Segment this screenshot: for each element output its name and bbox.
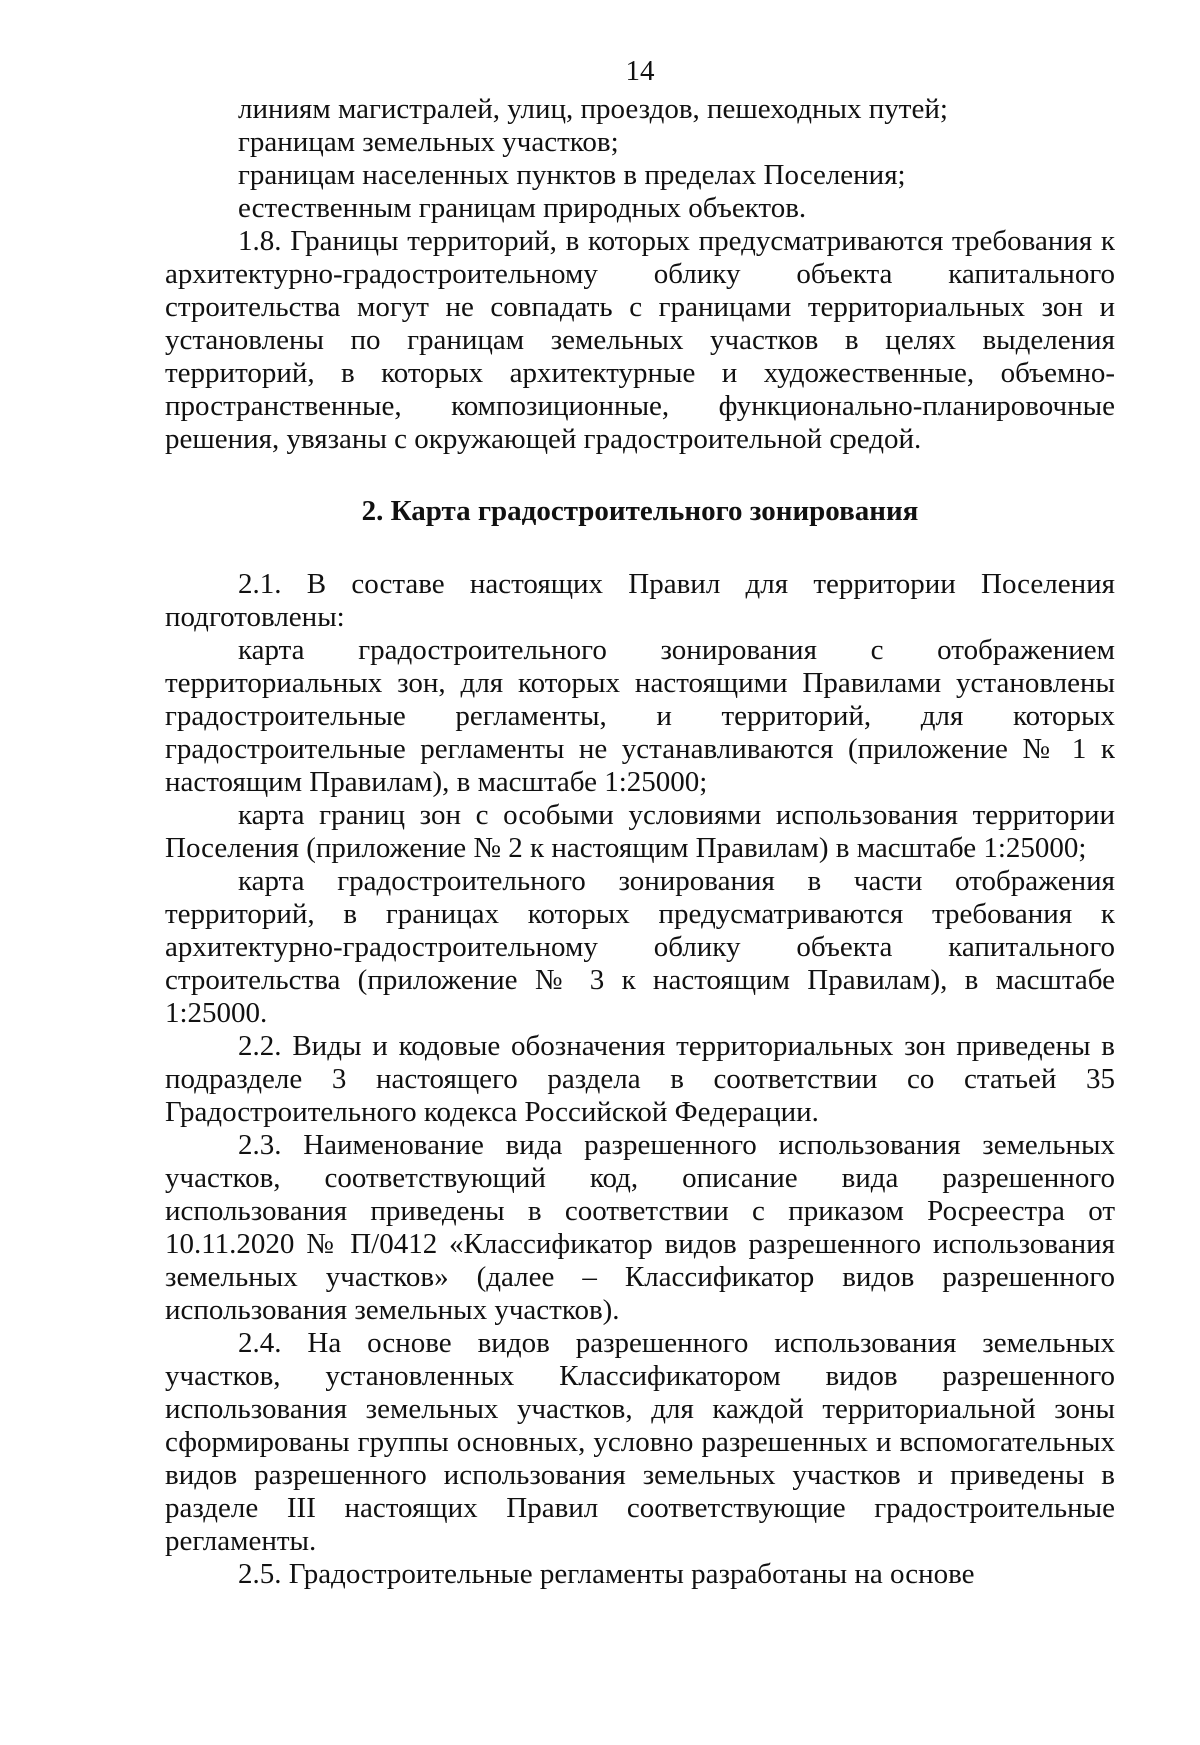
paragraph-2-3: 2.3. Наименование вида разрешенного использования земельных участков, соответствующий код, описание вида разрешенного использования приведены в соответствии с приказом Росреестра от 10.11.2020 № П/0412 «Классификатор видов разрешенного использования земельных участков» (далее – Классификатор видов разрешенного использования земельных участков). bbox=[165, 1129, 1115, 1326]
list-item-natural-boundaries: естественным границам природных объектов. bbox=[238, 192, 807, 224]
section-heading: 2. Карта градостроительного зонирования bbox=[361, 495, 919, 527]
paragraph-map-special-zones: карта границ зон с особыми условиями использования территории Поселения (приложение № 2 к настоящим Правилам) в масштабе 1:25000; bbox=[165, 799, 1115, 864]
list-item-land-plots: границам земельных участков; bbox=[238, 126, 619, 158]
paragraph-2-2: 2.2. Виды и кодовые обозначения территориальных зон приведены в подразделе 3 настоящего раздела в соответствии со статьей 35 Градостроительного кодекса Российской Федерации. bbox=[165, 1030, 1115, 1128]
paragraph-map-zoning: карта градостроительного зонирования с отображением территориальных зон, для которых настоящими Правилами установлены градостроительные регламенты, и территорий, для которых градостроительные регламенты не устанавливаются (приложение № 1 к настоящим Правилам), в масштабе 1:25000; bbox=[165, 634, 1115, 798]
paragraph-1-8: 1.8. Границы территорий, в которых предусматриваются требования к архитектурно-градостроительному облику объекта капитального строительства могут не совпадать с границами территориальных зон и установлены по границам земельных участков в целях выделения территорий, в которых архитектурные и художественные, объемно-пространственные, композиционные, функционально-планировочные решения, увязаны с окружающей градостроительной средой. bbox=[165, 225, 1115, 455]
paragraph-2-5: 2.5. Градостроительные регламенты разработаны на основе bbox=[238, 1558, 975, 1590]
list-item-highways: линиям магистралей, улиц, проездов, пешеходных путей; bbox=[238, 93, 948, 125]
document-body bbox=[165, 55, 1115, 1591]
list-item-settlements: границам населенных пунктов в пределах Поселения; bbox=[238, 159, 906, 191]
paragraph-2-1: 2.1. В составе настоящих Правил для территории Поселения подготовлены: bbox=[165, 568, 1115, 633]
paragraph-2-4: 2.4. На основе видов разрешенного использования земельных участков, установленных Классификатором видов разрешенного использования земельных участков, для каждой территориальной зоны сформированы группы основных, условно разрешенных и вспомогательных видов разрешенного использования земельных участков и приведены в разделе III настоящих Правил соответствующие градостроительные регламенты. bbox=[165, 1327, 1115, 1557]
page-number: 14 bbox=[625, 55, 655, 87]
paragraph-map-architectural: карта градостроительного зонирования в части отображения территорий, в границах которых предусматриваются требования к архитектурно-градостроительному облику объекта капитального строительства (приложение № 3 к настоящим Правилам), в масштабе 1:25000. bbox=[165, 865, 1115, 1029]
